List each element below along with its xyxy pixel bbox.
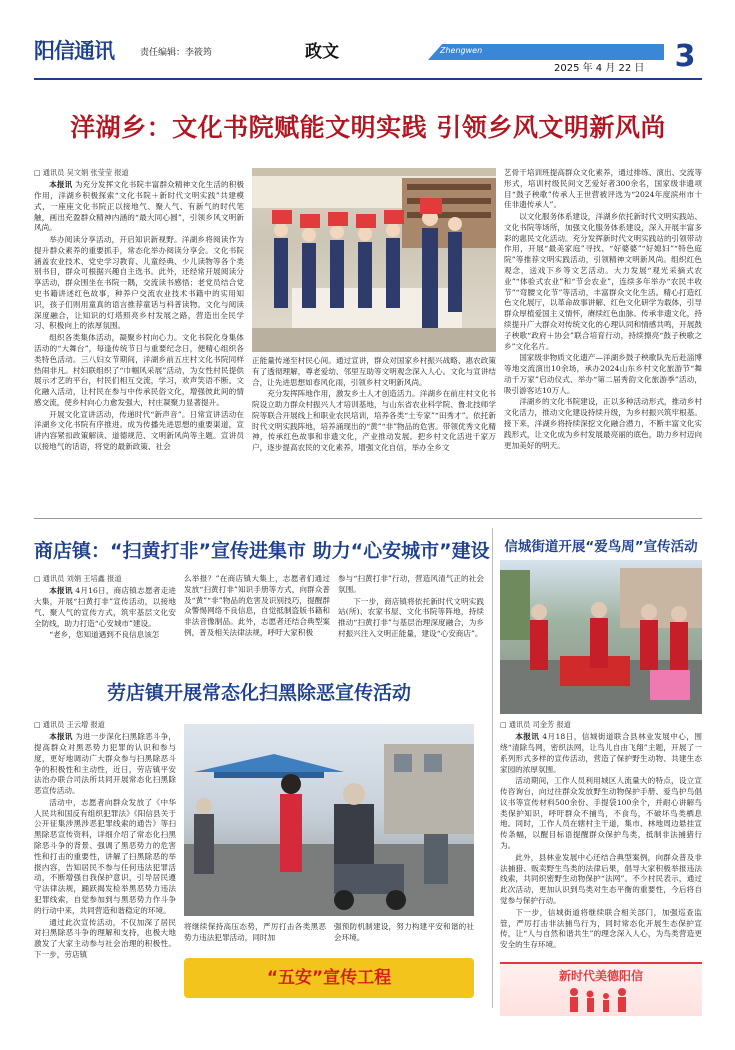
article1-paragraph: 组织各类集体活动，凝聚乡村向心力。文化书院化身集体活动的“大舞台”，每逢传统节日与重要纪念日，便精心组织各类特色活动。三八妇女节期间，洋湖乡前五庄村文化书院同样热闹非凡。村妇联组织了“巾帼风采展”活动，为女性村民提供展示才艺的平台，村民们相互交流，学习，欢声笑语不断。文化融入活动，让村民在参与中传承民俗文化，增强彼此间的情感交流，使乡村向心力愈发强大，村庄凝聚力显著提升。 xyxy=(34,333,244,407)
article1-paragraph: 国家级非物质文化遗产—洋湖乡鼓子秧歌队先后赴淄博等地交流演出10余场，承办2024山东乡村文化旅游节“舞动千万家”启动仪式、举办“第二届秀韵文化旅游季”活动，吸引游客达10万人。 xyxy=(504,353,702,395)
article2-paragraph: 下一步，商店镇将依托新时代文明实践站(所)、农家书屋、文化书院等阵地，持续推动“扫黄打非”与基层治理深度融合，为乡村振兴注入文明正能量，建设“心安商店”。 xyxy=(338,596,484,638)
article4-paragraph: 通过此次宣传活动，不仅加深了居民对扫黑除恶斗争的理解和支持，也极大地激发了大家主动参与社会治理的积极性。下一步，劳店镇 xyxy=(34,917,176,959)
market-outreach-scene xyxy=(184,724,474,916)
article4-headline: 劳店镇开展常态化扫黑除恶宣传活动 xyxy=(106,682,411,704)
column-divider xyxy=(492,528,493,1008)
article2-paragraph: “老乡，您知道遇到不良信息该怎 xyxy=(49,630,160,640)
article2-paragraph: 本报讯 4月16日，商店镇志愿者走进大集，开展“扫黄打非”宣传活动，以接地气、聚人气的宣传方式，筑牢基层文化安全防线，助力打造“心安城市”建设。 xyxy=(34,586,176,628)
article3-photo xyxy=(500,560,702,714)
section-en: Zhengwen xyxy=(440,46,483,55)
article2-column-2 xyxy=(184,574,330,672)
family-silhouette-icon xyxy=(560,986,640,1014)
article2-lead: 本报讯 xyxy=(49,586,73,596)
article4-paragraph: 将继续保持高压态势，严厉打击各类黑恶势力违法犯罪活动，同时加 xyxy=(184,922,326,942)
article1-paragraph: 以文化服务体系建设，洋湖乡依托新时代文明实践站、文化书院等场所，加强文化服务体系建设，深入开展丰富多彩的惠民文化活动。充分发挥新时代文明实践站的引领带动作用，开展“最美家庭”寻找、“好婆婆”“好媳妇”“特色庭院”等推荐文明实践活动，引领精神文明新风尚。组织红色观念，送戏下乡等文艺活动。大力发展“观光采摘式农业”“体验式农业”和“节会农业”，连续多年举办“农民丰收节”“弯腰文化节”等活动，丰富群众文化生活。精心打造红色文化展厅，以革命故事讲解、红色文化研学为载体，引导群众厚植爱国主义情怀，赓续红色血脉。传承非遗文化，持续提升广大群众对传统文化的心理认同和情感共鸣，开展鼓子秧歌“政府＋协会”联合培育行动，持续擦亮“鼓子秧歌之乡”文化名片。 xyxy=(504,212,702,351)
article4-lead: 本报讯 xyxy=(49,732,73,742)
article2-column-1 xyxy=(34,574,176,672)
wuan-banner-text: “五安”宣传工程 xyxy=(266,968,392,988)
article3-headline: 信城街道开展“爱鸟周”宣传活动 xyxy=(504,539,698,555)
article1-paragraph: 本报讯 为充分发挥文化书院丰富群众精神文化生活的积极作用，洋湖乡积极探索“文化书院＋新时代文明实践”共建模式，一座座文化书院正以接地气、聚人气、有新气的时代笔触，画出充盈群众精神内涵的“最大同心圆”，引领乡风文明新风尚。 xyxy=(34,180,244,233)
article1-paragraph: 开展文化宣讲活动，传递时代“新声音”。日常宣讲活动在洋湖乡文化书院有序推进。成为传播先进思想的重要渠道，宣讲内容紧扣政策解读、道德规范、文明新风尚等主题。宣讲员以接地气的话语，将党的最新政策、社会 xyxy=(34,409,244,451)
article1-paragraph: 充分发挥阵地作用，激发乡土人才创造活力。洋湖乡在前庄村文化书院设立助力群众村振兴人才培训基地，与山东省农业科学院、鲁北技师学院等联合开展线上和职业农民培训，培养各类“土专家”“田秀才”。依托新时代文明实践阵地，培养涌现出的“黄”“非”物品的危害。带领优秀文化精神，传承红色故事和非遗文化，产业推动发展。把乡村文化活进千家万户，逐步提高农民的文化素养，增强文化自信，举办全乡文 xyxy=(252,389,496,453)
article2-column-3 xyxy=(338,574,484,672)
article3-column xyxy=(500,720,702,960)
article2-paragraph: 么举报？”在商店镇大集上，志愿者们通过发放“扫黄打非”知识手册等方式，向群众普及“黄”“非”物品的危害及识别技巧，提醒群众警惕网络不良信息，自觉抵制盗版书籍和非法音像制品。此外，志愿者还结合典型案例，普及相关法律法规，呼吁大家积极 xyxy=(184,574,330,637)
article1-paragraph: 洋湖乡的文化书院建设，正以多种活动形式，推动乡村文化活力，推动文化建设持续升级，为乡村振兴筑牢根基。接下来，洋湖乡将持续深挖文化融合潜力，不断丰富文化实践形式，让文化成为乡村发展最亮丽的底色，助力乡村迈向更加美好的明天。 xyxy=(504,397,702,450)
masthead-logo: 阳信通讯 xyxy=(34,38,114,63)
meide-banner xyxy=(500,962,702,1016)
article1-paragraph: 举办阅读分享活动，开启知识新视野。洋湖乡将阅读作为提升群众素养的重要抓手，常态化举办阅读分享会。文化书院涵盖农业技术、党史学习教育、儿童经典、少儿读物等各个类别书目，群众可根据兴趣自主选书。此外，还经常开展阅读分享活动，群众围坐在书院一隅，交流读书感悟；老党员结合党史书籍讲述红色故事，种养户交流农业技术书籍中的实用知识，孩子们则用童真的语言推荐童话与科普读物。文化与阅读深度融合，让知识的灯塔照亮乡村发展之路，营造出全民学习、积极向上的浓厚氛围。 xyxy=(34,235,244,331)
article3-lead: 本报讯 xyxy=(515,732,540,742)
header-rule xyxy=(34,78,702,80)
article4-column-3 xyxy=(334,922,474,952)
bird-week-booth-scene xyxy=(500,560,702,714)
article4-paragraph: 活动中，志愿者向群众发放了《中华人民共和国反有组织犯罪法》《阳信县关于公开征集涉黑涉恶犯罪线索的通告》等扫黑除恶宣传资料，详细介绍了常态化扫黑除恶斗争的背景、强调了黑恶势力的危害性和打击的重要性，讲解了扫黑除恶的举报内容，告知居民不参与任何违法犯罪活动，不断增强自我保护意识，引导居民遵守法律法规，踊跃揭发检举黑恶势力违法犯罪线索，自觉参加到与黑恶势力作斗争的行动中来，共同营造和谐稳定的环境。 xyxy=(34,797,176,915)
article1-paragraph: 正能量传递至村民心间。通过宣讲，群众对国家乡村振兴战略、惠农政策有了透彻理解，尊老爱幼、邻里互助等文明观念深入人心。文化与宣讲结合，让先进思想如春风化雨，引领乡村文明新风尚。 xyxy=(252,356,496,387)
section-divider xyxy=(34,518,702,519)
article4-paragraph: 强预防机制建设，努力构建平安和谐的社会环境。 xyxy=(334,922,474,942)
article1-lead: 本报讯 xyxy=(49,180,73,190)
article4-byline: □ 通讯员 王云增 报道 xyxy=(34,720,176,730)
article4-column-1 xyxy=(34,720,176,1020)
header-date: 2025 年 4 月 22 日 xyxy=(554,63,645,74)
article4-column-2 xyxy=(184,922,326,952)
page-number: 3 xyxy=(674,39,696,74)
article1-photo xyxy=(252,168,496,352)
article4-paragraph: 本报讯 为进一步深化扫黑除恶斗争，提高群众对黑恶势力犯罪的认识和参与度，更好地调动广大群众参与扫黑除恶斗争的积极性和主动性，近日，劳店镇平安法治办联合司法所共同开展常态化扫黑除恶宣传活动。 xyxy=(34,732,176,796)
article1-column-2 xyxy=(252,356,496,512)
article1-byline: □ 通讯员 吴文娟 张莹莹 报道 xyxy=(34,168,244,178)
article2-headline: 商店镇：“扫黄打非”宣传进集市 助力“心安城市”建设 xyxy=(34,540,490,562)
article3-paragraph: 下一步，信城街道将继续联合相关部门，加强巡查监管，严厉打击非法捕鸟行为，同时常态化开展生态保护宣传，让“人与自然和谐共生”的理念深入人心，为鸟类营造更安全的生存环境。 xyxy=(500,907,702,950)
article1-column-3 xyxy=(504,168,702,512)
article2-byline: □ 通讯员 刘娟 王培鑫 报道 xyxy=(34,574,176,584)
section-title: 政文 xyxy=(305,42,339,62)
wuan-banner xyxy=(184,958,474,998)
article2-paragraph: 参与“扫黄打非”行动，营造风清气正的社会氛围。 xyxy=(338,574,484,594)
article1-headline: 洋湖乡：文化书院赋能文明实践 引领乡风文明新风尚 xyxy=(70,113,666,142)
meide-banner-text: 新时代美德阳信 xyxy=(558,969,643,983)
article3-byline: □ 通讯员 司金芳 报道 xyxy=(500,720,702,730)
article3-paragraph: 本报讯 4月18日，信城街道联合县林业发展中心，围绕“清除鸟网，密织法网，让鸟儿自由飞翔”主题，开展了一系列形式多样的宣传活动，营造了保护野生动物、共建生态家园的浓厚氛围。 xyxy=(500,732,702,774)
article3-paragraph: 此外，县林业发展中心还结合典型案例，向群众普及非法捕猎、贩卖野生鸟类的法律后果，倡导大家积极举报违法线索，共同织密野生动物保护“法网”。不少村民表示，通过此次活动，更加认识到鸟类对生态平衡的重要性，今后将自觉参与保护行动。 xyxy=(500,852,702,905)
article3-paragraph: 活动期间，工作人员利用城区人流量大的特点，设立宣传咨询台，向过往群众发放野生动物保护手册、爱鸟护鸟倡议书等宣传材料500余份、手提袋100余个，并耐心讲解鸟类保护知识，呼吁群众不捕鸟，不食鸟，不破坏鸟类栖息地。同时，工作人员在辖村主干道，集市、林地周边悬挂宣传条幅，以醒目标语提醒群众保护鸟类，抵制非法捕猎行为。 xyxy=(500,776,702,851)
article1-paragraph: 艺骨干培训班提高群众文化素养，通过排练、演出、交流等形式，培训村级民间文艺爱好者300余名，国家级非遗项目“鼓子秧歌”传承人王世营被评选为“2024年度滨州市十佳非遗传承人”。 xyxy=(504,168,702,210)
library-reading-scene xyxy=(252,168,496,352)
editor-credit: 责任编辑：李筱筠 xyxy=(140,48,213,58)
article1-column-1 xyxy=(34,168,244,512)
article4-photo xyxy=(184,724,474,916)
page-header xyxy=(0,0,735,82)
